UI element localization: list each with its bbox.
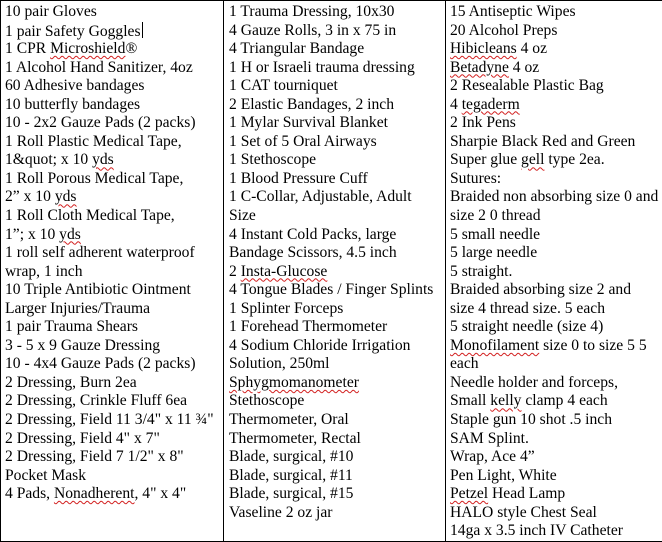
list-item: [5, 77, 221, 96]
list-item: [5, 411, 221, 430]
item-text: 60 Adhesive bandages: [5, 77, 145, 95]
list-item: [450, 226, 662, 245]
item-text: Thermometer, Oral: [229, 411, 349, 429]
list-item: [229, 263, 447, 282]
item-text: HALO style Chest Seal: [450, 503, 597, 521]
item-text: Head Lamp: [488, 485, 566, 503]
item-text: 5 straight.: [450, 262, 513, 280]
list-item: [229, 226, 447, 245]
item-text: 4 Gauze Rolls, 3 in x 75 in: [229, 21, 397, 39]
item-text: Sutures:: [450, 169, 502, 187]
item-text: Larger Injuries/Trauma: [5, 299, 151, 317]
list-item: [5, 226, 221, 245]
item-text: 2 Dressing, Burn 2ea: [5, 373, 137, 391]
item-text: Staple gun 10 shot .5 inch: [450, 411, 612, 429]
list-item: [229, 3, 447, 22]
list-item: [450, 133, 662, 152]
item-text: , 4" x 4": [134, 485, 187, 503]
item-text: 1 Roll Plastic Medical Tape,: [5, 132, 182, 150]
list-item: [5, 22, 221, 41]
spellcheck-flagged-word: tegaderm: [461, 95, 520, 113]
list-item: [5, 281, 221, 300]
item-text: 1 Roll Cloth Medical Tape,: [5, 207, 175, 225]
item-text: 1&quot; x 10: [5, 151, 93, 169]
item-text: 10 Triple Antibiotic Ointment: [5, 281, 191, 299]
list-item: [229, 40, 447, 59]
spellcheck-flagged-word: gell: [521, 151, 545, 169]
list-item: [229, 318, 447, 337]
item-text: ®: [125, 40, 138, 58]
item-text: 20 Alcohol Preps: [450, 21, 558, 39]
item-text: Bandage Scissors, 4.5 inch: [229, 244, 397, 262]
list-item: [450, 485, 662, 504]
list-item: [229, 151, 447, 170]
item-text: Small: [450, 392, 491, 410]
item-text: 1 pair Safety Goggles: [5, 22, 141, 40]
list-item: [229, 170, 447, 189]
list-item: [5, 207, 221, 226]
list-item: [450, 59, 662, 78]
item-text: Vaseline 2 oz jar: [229, 503, 333, 521]
list-item: [5, 59, 221, 78]
list-item: [450, 355, 662, 374]
item-text: 4 Pads,: [5, 485, 54, 503]
list-item: [229, 281, 447, 300]
list-item: [450, 151, 662, 170]
list-item: [229, 188, 447, 207]
list-item: [450, 114, 662, 133]
item-text: 14ga x 3.5 inch IV Catheter: [450, 522, 623, 540]
item-text: Braided non absorbing size 0 and: [450, 188, 659, 206]
list-item: [450, 263, 662, 282]
list-item: [5, 133, 221, 152]
item-text: 10 pair Gloves: [5, 3, 97, 20]
item-text: size 0 to size 5 5: [539, 336, 647, 354]
item-text: 1 roll self adherent waterproof: [5, 244, 195, 262]
item-text: 5 straight needle (size 4): [450, 318, 604, 336]
list-item: [450, 244, 662, 263]
item-text: Needle holder and forceps,: [450, 373, 618, 391]
list-item: [450, 504, 662, 523]
item-text: Blade, surgical, #11: [229, 466, 353, 484]
item-text: Super glue: [450, 151, 522, 169]
list-item: [450, 281, 662, 300]
item-text: 1”; x 10: [5, 225, 60, 243]
spellcheck-flagged-word: Petzel: [450, 485, 489, 503]
list-item: [229, 244, 447, 263]
list-item: [229, 355, 447, 374]
item-text: 1 Roll Porous Medical Tape,: [5, 169, 184, 187]
item-text: 1 Alcohol Hand Sanitizer, 4oz: [5, 58, 193, 76]
list-item: [229, 77, 447, 96]
list-item: [5, 318, 221, 337]
list-item: [5, 337, 221, 356]
item-text: 2: [229, 262, 241, 280]
list-item: [229, 300, 447, 319]
column-divider: [223, 1, 224, 541]
item-text: 15 Antiseptic Wipes: [450, 3, 576, 20]
list-item: [450, 318, 662, 337]
item-text: Stethoscope: [229, 392, 305, 410]
list-item: [5, 40, 221, 59]
list-item: [229, 411, 447, 430]
item-text: Blade, surgical, #10: [229, 448, 354, 466]
item-text: 2 Dressing, Field 11 3/4" x 11 ¾": [5, 411, 214, 429]
list-item: [450, 430, 662, 449]
item-text: 1 CAT tourniquet: [229, 77, 338, 95]
list-item: [450, 188, 662, 207]
item-text: 2 Resealable Plastic Bag: [450, 77, 604, 95]
spellcheck-flagged-word: Hibicleans: [450, 40, 517, 58]
spellcheck-flagged-word: yds: [59, 225, 81, 243]
list-item: [450, 411, 662, 430]
list-item: [450, 467, 662, 486]
item-text: 5 small needle: [450, 225, 541, 243]
list-item: [229, 485, 447, 504]
list-item: [229, 96, 447, 115]
item-text: size 2 0 thread: [450, 207, 541, 225]
list-item: [450, 448, 662, 467]
item-text: 2 Dressing, Crinkle Fluff 6ea: [5, 392, 188, 410]
list-item: [229, 133, 447, 152]
item-text: Braided absorbing size 2 and: [450, 281, 632, 299]
list-item: [5, 374, 221, 393]
list-item: [5, 114, 221, 133]
item-text: 10 butterfly bandages: [5, 95, 141, 113]
list-item: [229, 467, 447, 486]
spellcheck-flagged-word: Insta-Glucose: [240, 262, 328, 280]
list-item: [229, 504, 447, 523]
item-text: 1 Set of 5 Oral Airways: [229, 132, 377, 150]
list-item: [450, 170, 662, 189]
item-text: Thermometer, Rectal: [229, 429, 361, 447]
item-text: 10 - 2x2 Gauze Pads (2 packs): [5, 114, 196, 132]
item-text: 2 Elastic Bandages, 2 inch: [229, 95, 394, 113]
item-text: 4 oz: [516, 40, 547, 58]
item-text: 2 Dressing, Field 4" x 7": [5, 429, 160, 447]
list-item: [229, 59, 447, 78]
list-item: [5, 188, 221, 207]
item-text: 2” x 10: [5, 188, 55, 206]
list-item: [5, 3, 221, 22]
item-text: Pen Light, White: [450, 466, 557, 484]
item-text: 1 pair Trauma Shears: [5, 318, 138, 336]
spellcheck-flagged-word: yds: [54, 188, 77, 206]
list-item: [450, 392, 662, 411]
spellcheck-flagged-word: Sphygmomanometer: [229, 373, 359, 391]
list-item: [5, 467, 221, 486]
item-text: 4 Triangular Bandage: [229, 40, 365, 58]
item-text: 4 Sodium Chloride Irrigation: [229, 336, 411, 354]
item-text: clamp 4 each: [521, 392, 608, 410]
item-text: 2 Dressing, Field 7 1/2" x 8": [5, 448, 184, 466]
item-text: SAM Splint.: [450, 429, 529, 447]
list-item: [450, 300, 662, 319]
list-item: [450, 374, 662, 393]
list-item: [5, 151, 221, 170]
list-item: [450, 3, 662, 22]
text-cursor: [142, 22, 143, 38]
spellcheck-flagged-word: Nonadherent: [53, 485, 135, 503]
item-text: 2 Ink Pens: [450, 114, 516, 132]
list-item: [450, 522, 662, 541]
list-item: [5, 170, 221, 189]
list-item: [450, 22, 662, 41]
item-text: 1 Stethoscope: [229, 151, 317, 169]
list-item: [5, 355, 221, 374]
table-column-2[interactable]: [229, 1, 447, 541]
list-item: [450, 96, 662, 115]
item-text: 1 Trauma Dressing, 10x30: [229, 3, 395, 20]
item-text: 4 oz: [508, 58, 540, 76]
list-item: [229, 374, 447, 393]
list-item: [229, 337, 447, 356]
list-item: [5, 448, 221, 467]
item-text: 1 Blood Pressure Cuff: [229, 169, 368, 187]
list-item: [229, 430, 447, 449]
item-text: Solution, 250ml: [229, 355, 330, 373]
item-text: 1 C-Collar, Adjustable, Adult: [229, 188, 412, 206]
item-text: Size: [229, 207, 256, 225]
item-text: 1 Mylar Survival Blanket: [229, 114, 388, 132]
list-item: [229, 448, 447, 467]
item-text: 1 CPR: [5, 40, 51, 58]
item-text: 3 - 5 x 9 Gauze Dressing: [5, 336, 161, 354]
list-item: [450, 77, 662, 96]
item-text: 10 - 4x4 Gauze Pads (2 packs): [5, 355, 196, 373]
list-item: [5, 263, 221, 282]
spellcheck-flagged-word: Microshield: [50, 40, 126, 58]
item-text: 4 Tongue Blades / Finger Splints: [229, 281, 434, 299]
spellcheck-flagged-word: Betadyne: [450, 58, 509, 76]
item-text: size 4 thread size. 5 each: [450, 299, 605, 317]
spellcheck-flagged-word: kelly: [490, 392, 522, 410]
list-item: [450, 207, 662, 226]
item-text: wrap, 1 inch: [5, 262, 83, 280]
item-text: 4: [450, 95, 462, 113]
item-text: Blade, surgical, #15: [229, 485, 354, 503]
table-column-3[interactable]: [450, 1, 662, 541]
list-item: [5, 485, 221, 504]
list-item: [5, 430, 221, 449]
item-text: Pocket Mask: [5, 466, 86, 484]
list-item: [5, 300, 221, 319]
list-item: [229, 22, 447, 41]
list-item: [5, 244, 221, 263]
list-item: [229, 114, 447, 133]
item-text: 1 H or Israeli trauma dressing: [229, 58, 415, 76]
item-text: 1 Forehead Thermometer: [229, 318, 388, 336]
item-text: Sharpie Black Red and Green: [450, 132, 636, 150]
spellcheck-flagged-word: yds: [92, 151, 114, 169]
item-text: 5 large needle: [450, 244, 538, 262]
item-text: 1 Splinter Forceps: [229, 299, 344, 317]
item-text: Wrap, Ace 4”: [450, 448, 535, 466]
table-column-1[interactable]: [5, 1, 221, 541]
list-item: [450, 40, 662, 59]
item-text: each: [450, 355, 479, 373]
item-text: type 2ea.: [544, 151, 605, 169]
list-item: [450, 337, 662, 356]
list-item: [5, 96, 221, 115]
list-item: [229, 392, 447, 411]
list-item: [229, 207, 447, 226]
list-item: [5, 392, 221, 411]
spellcheck-flagged-word: Monofilament: [450, 336, 540, 354]
item-text: 4 Instant Cold Packs, large: [229, 225, 397, 243]
